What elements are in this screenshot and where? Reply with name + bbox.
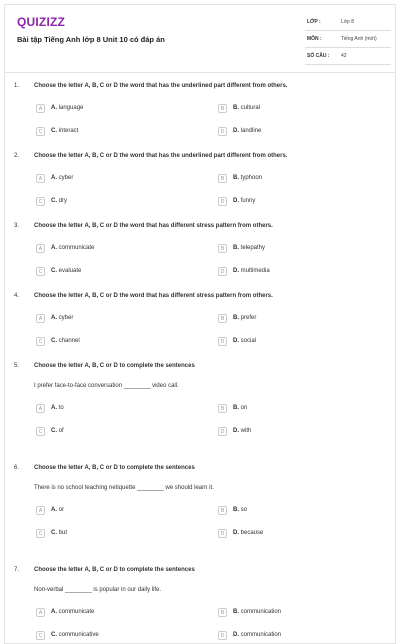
option-checkbox[interactable]: A xyxy=(36,314,45,323)
option-letter: B. xyxy=(233,245,239,251)
option-text xyxy=(233,268,270,274)
option-text xyxy=(233,175,262,181)
option-checkbox[interactable]: A xyxy=(36,506,45,515)
option-letter: B. xyxy=(233,609,239,615)
option-checkbox[interactable]: B xyxy=(218,174,227,183)
question-number: 1. xyxy=(14,83,20,89)
option-value: channel xyxy=(58,338,80,344)
option-checkbox[interactable]: C xyxy=(36,127,45,136)
meta-value: 42 xyxy=(341,53,347,59)
question-sentence: Non-verbal ________ is popular in our daily life. xyxy=(34,587,162,593)
option-checkbox[interactable]: D xyxy=(218,197,227,206)
option-text xyxy=(51,632,99,638)
option-checkbox[interactable]: D xyxy=(218,529,227,538)
meta-label: SỐ CÂU : xyxy=(307,53,330,59)
option-checkbox[interactable]: C xyxy=(36,197,45,206)
option-letter: A. xyxy=(51,507,57,513)
option-value: cultural xyxy=(240,105,261,111)
question-prompt: Choose the letter A, B, C or D to complete the sentences xyxy=(34,567,195,573)
option-checkbox[interactable]: B xyxy=(218,506,227,515)
option-text xyxy=(51,175,73,181)
option-text xyxy=(51,105,83,111)
option-text xyxy=(51,315,73,321)
meta-label: MÔN : xyxy=(307,36,322,42)
option-value: prefer xyxy=(240,315,257,321)
option-text xyxy=(233,632,281,638)
option-letter: A. xyxy=(51,175,57,181)
question-sentence: I prefer face-to-face conversation ________ video call. xyxy=(34,383,179,389)
option-value: but xyxy=(58,530,68,536)
option-text xyxy=(233,530,263,536)
question-prompt: Choose the letter A, B, C or D the word that has the underlined part different from others. xyxy=(34,153,288,159)
quizizz-logo: QUIZIZZ xyxy=(17,15,66,29)
meta-value: Lớp 8 xyxy=(341,19,355,25)
option-text xyxy=(51,268,81,274)
option-checkbox[interactable]: D xyxy=(218,337,227,346)
option-letter: C. xyxy=(51,128,57,134)
option-value: communicate xyxy=(58,245,95,251)
option-value: multimedia xyxy=(240,268,270,274)
option-text xyxy=(51,609,94,615)
option-text xyxy=(51,338,80,344)
question-number: 7. xyxy=(14,567,20,573)
option-checkbox[interactable]: A xyxy=(36,404,45,413)
option-letter: C. xyxy=(51,338,57,344)
option-value: of xyxy=(58,428,64,434)
question-prompt: Choose the letter A, B, C or D the word that has the underlined part different from others. xyxy=(34,83,288,89)
option-value: typhoon xyxy=(240,175,263,181)
option-checkbox[interactable]: D xyxy=(218,631,227,640)
option-value: on xyxy=(240,405,248,411)
option-letter: D. xyxy=(233,632,239,638)
option-checkbox[interactable]: D xyxy=(218,127,227,136)
option-text xyxy=(51,198,67,204)
option-letter: C. xyxy=(51,632,57,638)
option-text xyxy=(233,405,247,411)
option-letter: A. xyxy=(51,105,57,111)
option-letter: C. xyxy=(51,428,57,434)
option-value: so xyxy=(240,507,248,513)
option-value: evaluate xyxy=(58,268,82,274)
worksheet-page xyxy=(4,4,396,644)
option-text xyxy=(51,128,78,134)
option-text xyxy=(233,507,247,513)
option-value: communication xyxy=(240,632,282,638)
question-number: 6. xyxy=(14,465,20,471)
meta-row-subject xyxy=(305,34,391,48)
option-checkbox[interactable]: D xyxy=(218,267,227,276)
option-letter: D. xyxy=(233,428,239,434)
option-letter: B. xyxy=(233,105,239,111)
option-text xyxy=(51,507,64,513)
option-letter: D. xyxy=(233,198,239,204)
option-value: communicative xyxy=(58,632,99,638)
option-letter: C. xyxy=(51,530,57,536)
option-value: dry xyxy=(58,198,68,204)
option-letter: A. xyxy=(51,245,57,251)
question-number: 4. xyxy=(14,293,20,299)
question-prompt: Choose the letter A, B, C or D to complete the sentences xyxy=(34,363,195,369)
question-sentence: There is no school teaching netiquette ________ we should learn it. xyxy=(34,485,214,491)
option-value: to xyxy=(58,405,64,411)
option-text xyxy=(233,428,251,434)
option-value: funny xyxy=(240,198,256,204)
option-checkbox[interactable]: B xyxy=(218,404,227,413)
meta-label: LỚP : xyxy=(307,19,321,25)
option-checkbox[interactable]: C xyxy=(36,427,45,436)
worksheet-meta xyxy=(305,17,391,68)
option-letter: A. xyxy=(51,405,57,411)
option-checkbox[interactable]: A xyxy=(36,608,45,617)
option-value: landline xyxy=(240,128,262,134)
option-text xyxy=(51,530,67,536)
option-checkbox[interactable]: B xyxy=(218,314,227,323)
option-value: language xyxy=(58,105,84,111)
option-letter: C. xyxy=(51,198,57,204)
question-prompt: Choose the letter A, B, C or D the word that has different stress pattern from others. xyxy=(34,223,273,229)
meta-row-count xyxy=(305,51,391,65)
option-checkbox[interactable]: C xyxy=(36,529,45,538)
option-value: or xyxy=(58,507,65,513)
option-checkbox[interactable]: B xyxy=(218,104,227,113)
option-value: communicate xyxy=(58,609,95,615)
option-value: with xyxy=(240,428,252,434)
worksheet-header xyxy=(5,5,395,73)
question-number: 5. xyxy=(14,363,20,369)
option-text xyxy=(51,245,94,251)
option-text xyxy=(233,609,281,615)
question-number: 2. xyxy=(14,153,20,159)
option-letter: D. xyxy=(233,268,239,274)
option-letter: B. xyxy=(233,405,239,411)
option-value: social xyxy=(240,338,257,344)
option-letter: B. xyxy=(233,507,239,513)
option-value: cyber xyxy=(58,175,74,181)
option-text xyxy=(233,105,260,111)
option-checkbox[interactable]: B xyxy=(218,244,227,253)
option-value: cyber xyxy=(58,315,74,321)
option-text xyxy=(233,198,255,204)
option-value: interact xyxy=(58,128,79,134)
option-text xyxy=(233,315,256,321)
option-letter: C. xyxy=(51,268,57,274)
option-text xyxy=(233,128,261,134)
option-letter: D. xyxy=(233,338,239,344)
option-checkbox[interactable]: C xyxy=(36,337,45,346)
option-text xyxy=(233,245,265,251)
option-checkbox[interactable]: C xyxy=(36,267,45,276)
option-checkbox[interactable]: D xyxy=(218,427,227,436)
meta-row-class xyxy=(305,17,391,31)
worksheet-title: Bài tập Tiếng Anh lớp 8 Unit 10 có đáp án xyxy=(17,35,165,44)
meta-value: Tiếng Anh (mới) xyxy=(341,36,377,42)
option-text xyxy=(233,338,256,344)
option-checkbox[interactable]: A xyxy=(36,104,45,113)
option-letter: B. xyxy=(233,175,239,181)
option-value: because xyxy=(240,530,264,536)
question-prompt: Choose the letter A, B, C or D the word that has different stress pattern from others. xyxy=(34,293,273,299)
option-letter: A. xyxy=(51,609,57,615)
option-letter: D. xyxy=(233,530,239,536)
option-letter: D. xyxy=(233,128,239,134)
option-value: telepathy xyxy=(240,245,266,251)
option-letter: A. xyxy=(51,315,57,321)
option-checkbox[interactable]: B xyxy=(218,608,227,617)
question-prompt: Choose the letter A, B, C or D to complete the sentences xyxy=(34,465,195,471)
question-number: 3. xyxy=(14,223,20,229)
option-letter: B. xyxy=(233,315,239,321)
option-text xyxy=(51,428,64,434)
option-checkbox[interactable]: A xyxy=(36,244,45,253)
option-text xyxy=(51,405,64,411)
option-value: communication xyxy=(240,609,282,615)
option-checkbox[interactable]: A xyxy=(36,174,45,183)
option-checkbox[interactable]: C xyxy=(36,631,45,640)
